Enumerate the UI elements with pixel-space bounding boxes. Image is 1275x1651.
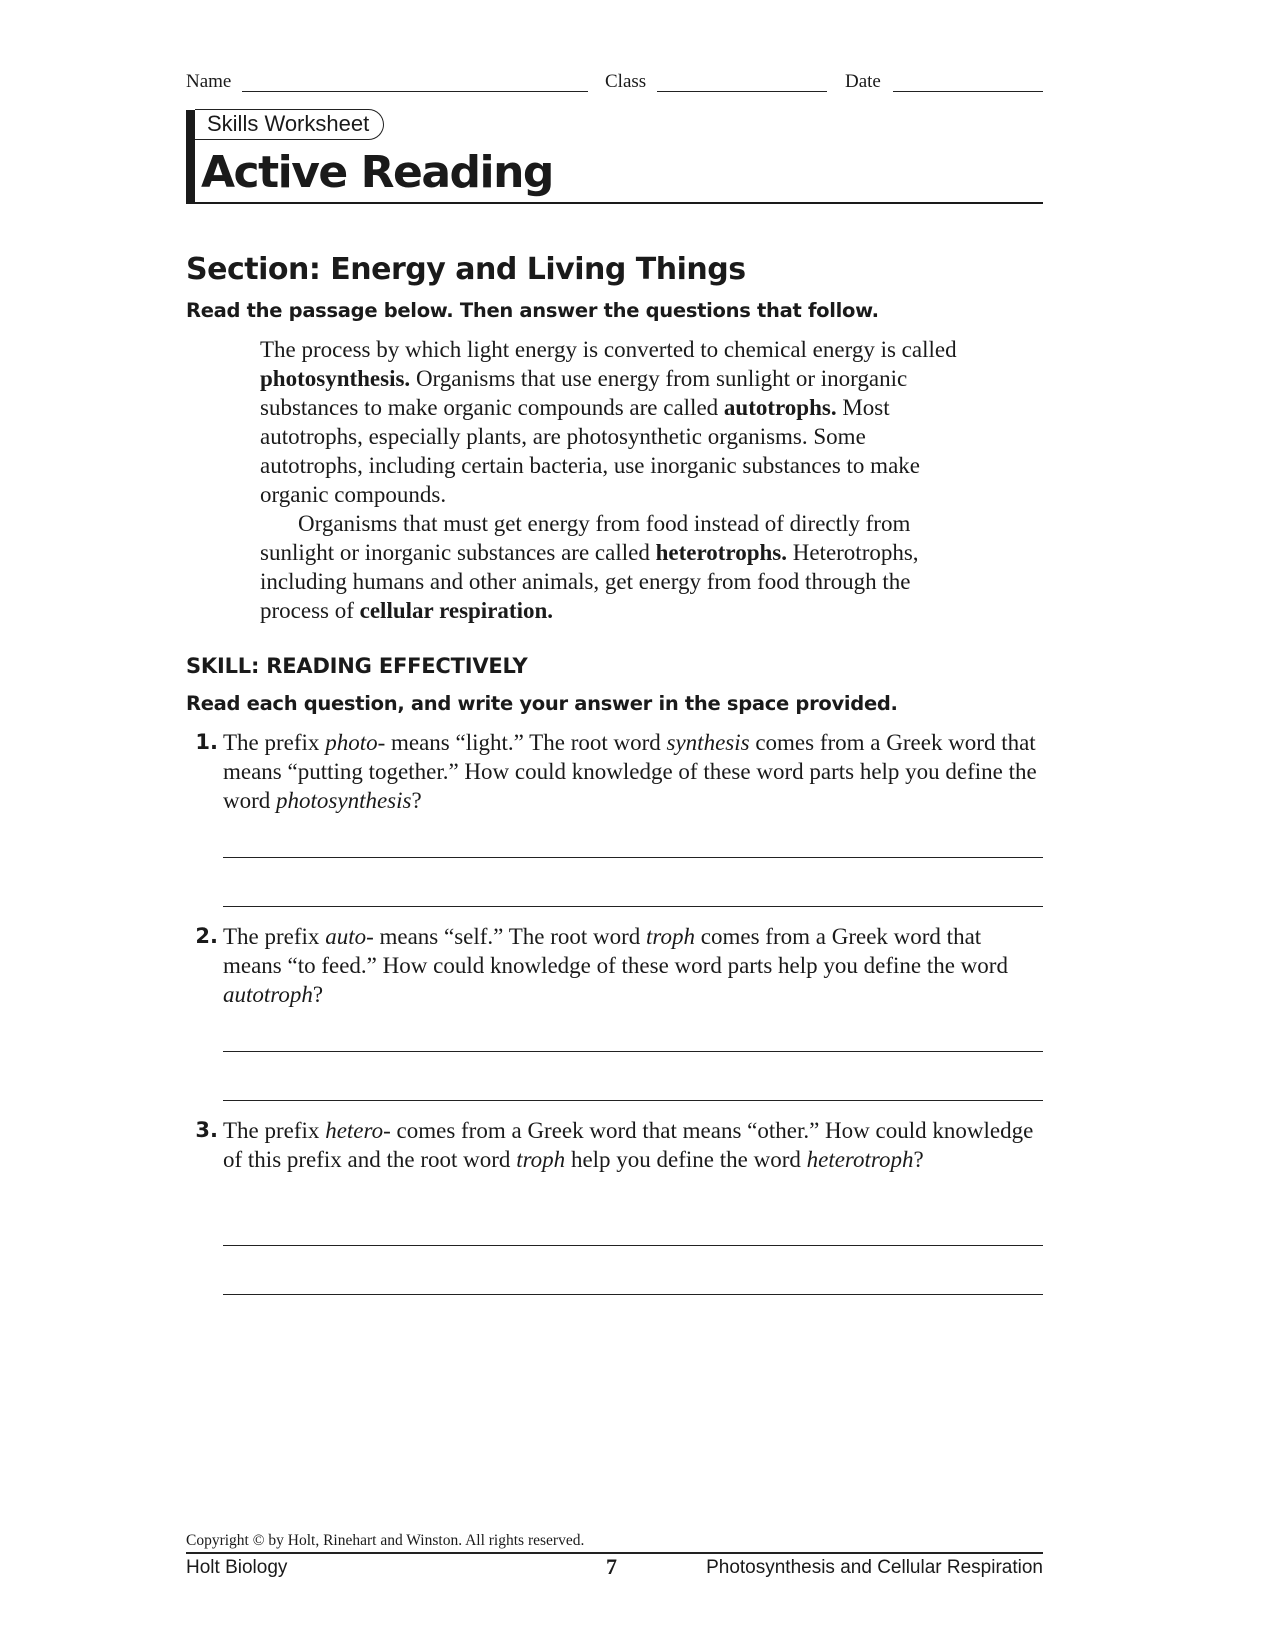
copyright-notice: Copyright © by Holt, Rinehart and Winston. All rights reserved. xyxy=(186,1532,585,1549)
question-number: 2. xyxy=(195,924,218,948)
answer-line[interactable] xyxy=(223,1294,1043,1295)
question-text: The prefix photo- means “light.” The root word synthesis comes from a Greek word that means “putting together.” How could knowledge of these word parts help you define the word photosynthesis? xyxy=(223,730,1037,813)
question-text: The prefix auto- means “self.” The root word troph comes from a Greek word that means “to feed.” How could knowledge of these word parts help you define the word autotroph? xyxy=(223,924,1008,1007)
class-label: Class xyxy=(605,71,647,92)
answer-line[interactable] xyxy=(223,1100,1043,1101)
worksheet-tag: Skills Worksheet xyxy=(195,109,384,140)
question-text: The prefix hetero- comes from a Greek word that means “other.” How could knowledge of this prefix and the root word troph help you define the word heterotroph? xyxy=(223,1118,1034,1172)
section-title: Section: Energy and Living Things xyxy=(186,252,746,287)
question-number: 1. xyxy=(195,730,218,754)
answer-line[interactable] xyxy=(223,1051,1043,1052)
reading-passage xyxy=(260,335,960,625)
date-field[interactable] xyxy=(893,91,1043,92)
footer-book-title: Holt Biology xyxy=(186,1557,288,1578)
passage-instruction: Read the passage below. Then answer the questions that follow. xyxy=(186,299,879,322)
name-field[interactable] xyxy=(242,91,588,92)
question-number: 3. xyxy=(195,1118,218,1142)
footer-chapter-title: Photosynthesis and Cellular Respiration xyxy=(706,1557,1043,1578)
class-field[interactable] xyxy=(657,91,827,92)
title-bar-accent xyxy=(186,110,195,204)
questions-instruction: Read each question, and write your answer in the space provided. xyxy=(186,692,898,715)
name-label: Name xyxy=(186,71,232,92)
term-heterotrophs: heterotrophs. xyxy=(655,540,787,565)
page-title: Active Reading xyxy=(201,147,553,198)
title-rule xyxy=(186,202,1043,204)
term-photosynthesis: photosynthesis. xyxy=(260,366,411,391)
term-cellular-respiration: cellular respiration. xyxy=(359,598,553,623)
passage-paragraph-1: The process by which light energy is converted to chemical energy is called photosynthesis. Organisms that use energy from sunlight or inorganic substances to make organic compounds are called autotrophs. Most autotrophs, especially plants, are photosynthetic organisms. Some autotrophs, including certain bacteria, use inorganic substances to make organic compounds. xyxy=(260,337,957,507)
answer-line[interactable] xyxy=(223,906,1043,907)
skill-heading: SKILL: READING EFFECTIVELY xyxy=(186,654,528,678)
answer-line[interactable] xyxy=(223,1245,1043,1246)
page-number: 7 xyxy=(606,1554,617,1579)
term-autotrophs: autotrophs. xyxy=(723,395,837,420)
answer-line[interactable] xyxy=(223,857,1043,858)
date-label: Date xyxy=(845,71,881,92)
passage-paragraph-2: Organisms that must get energy from food instead of directly from sunlight or inorganic substances are called heterotrophs. Heterotrophs, including humans and other animals, get energy from food through the process of cellular respiration. xyxy=(260,511,919,623)
